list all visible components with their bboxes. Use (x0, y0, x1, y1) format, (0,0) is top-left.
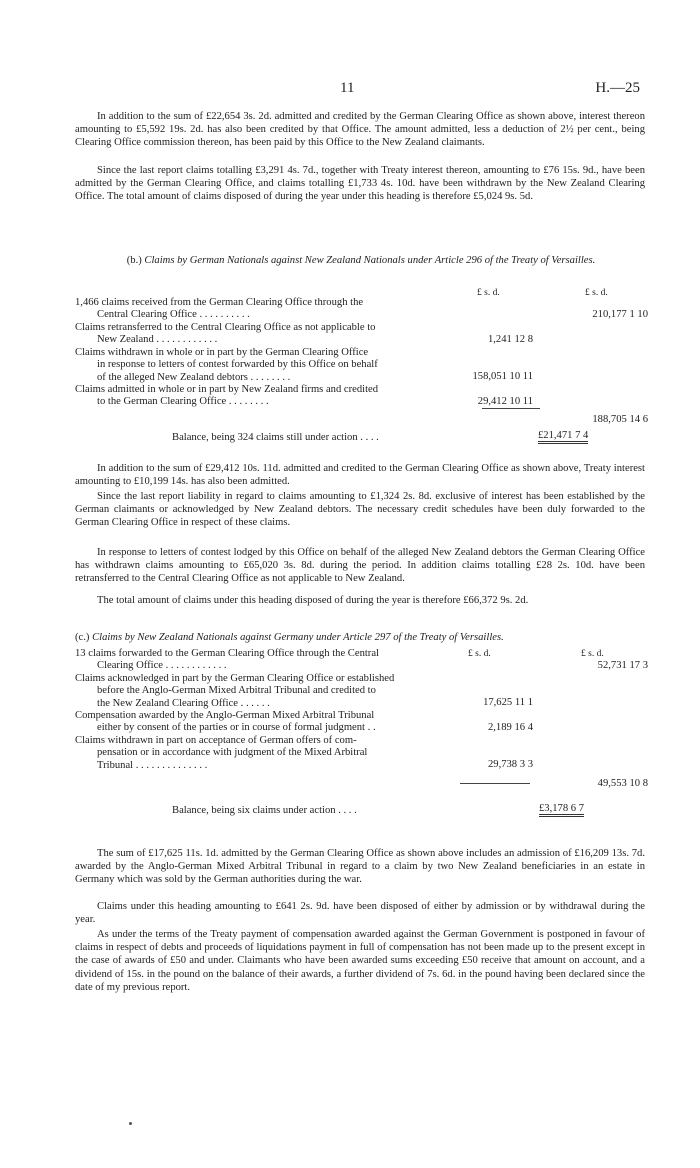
section-c-balance-value: £3,178 6 7 (539, 803, 584, 817)
row-description: Claims acknowledged in part by the German Clearing Office or established (75, 673, 395, 684)
row-amount: 158,051 10 11 (472, 371, 533, 382)
section-c-heading (75, 631, 647, 644)
table-row (75, 648, 650, 673)
page-number: 11 (340, 80, 355, 96)
table-row (75, 347, 650, 384)
row-description: 1,466 claims received from the German Clearing Office through the (75, 297, 364, 308)
section-c-paragraph-3: As under the terms of the Treaty payment of compensation awarded against the German Government is postponed in favour of claims in respect of debts and proceeds of liquidations payment in full of compensation has not been made up to the present except in the case of awards of £50 and under. Claimants who have been awarded sums exceeding £50 receive that amount on account, and a dividend of 15s. in the pound on the balance of their awards, a further dividend of 7s. 6d. in the pound having been declared since the date of my previous report. (75, 929, 645, 993)
section-b-col1-head: £ s. d. (477, 288, 500, 298)
row-amount-total: 210,177 1 10 (592, 309, 648, 320)
section-b-title: Claims by German Nationals against New Zealand Nationals under Article 296 of the Treaty of Versailles. (144, 255, 596, 266)
row-amount-total: 49,553 10 8 (597, 778, 648, 789)
row-amount: 1,241 12 8 (487, 334, 533, 345)
section-b-paragraph-2: Since the last report liability in regard to claims amounting to £1,324 2s. 8d. exclusive of interest has been established by the German claimants or acknowledged by New Zealand debtors. The necessary credit schedules have been duly forwarded to the German Clearing Office in respect of these claims. (75, 491, 645, 529)
intro-paragraph-1: In addition to the sum of £22,654 3s. 2d. admitted and credited by the German Clearing Office as shown above, interest thereon amounting to £5,592 19s. 2d. has also been credited by that Office. The amount admitted, less a deduction of 2½ per cent., being Clearing Office commission thereon, has been paid by this Office to the New Zealand claimants. (75, 111, 645, 149)
row-description-cont: New Zealand . . . . . . . . . . . . (97, 334, 218, 346)
row-amount: 29,738 3 3 (487, 759, 533, 770)
row-amount: 29,412 10 11 (477, 396, 533, 407)
row-description-cont: in response to letters of contest forwarded by this Office on behalf (97, 359, 378, 371)
row-description-cont: Clearing Office . . . . . . . . . . . . (97, 660, 227, 672)
intro-paragraph-2: Since the last report claims totalling £3,291 4s. 7d., together with Treaty interest thereon, amounting to £76 15s. 9d., have been admitted by the German Clearing Office, and claims totalling £1,733 4s. 10d. have been withdrawn by the New Zealand Clearing Office. The total amount of claims disposed of during the year under this heading is therefore £5,024 9s. 5d. (75, 165, 645, 203)
section-b-col2-head: £ s. d. (585, 288, 608, 298)
row-description: Claims retransferred to the Central Clearing Office as not applicable to (75, 322, 376, 333)
row-description: Compensation awarded by the Anglo-German Mixed Arbitral Tribunal (75, 710, 375, 721)
row-description-cont: of the alleged New Zealand debtors . . . . . . . . (97, 371, 291, 383)
row-description: Claims admitted in whole or in part by New Zealand firms and credited (75, 384, 379, 395)
row-description: Claims withdrawn in part on acceptance of German offers of com- (75, 735, 357, 746)
row-description: 13 claims forwarded to the German Clearing Office through the Central (75, 648, 379, 659)
subtotal-rule (482, 408, 540, 409)
document-reference: H.—25 (595, 80, 640, 96)
section-b-paragraph-4: The total amount of claims under this heading disposed of during the year is therefore £66,372 9s. 2d. (97, 595, 529, 606)
row-amount-total: 52,731 17 3 (597, 660, 648, 671)
section-b-heading (75, 254, 647, 267)
row-description-cont: the New Zealand Clearing Office . . . . . . (97, 697, 270, 709)
row-description-cont: before the Anglo-German Mixed Arbitral Tribunal and credited to (97, 685, 376, 697)
page-header (0, 80, 700, 100)
table-row (75, 673, 650, 710)
row-amount: 2,189 16 4 (487, 722, 533, 733)
row-description-cont: to the German Clearing Office . . . . . . . . (97, 396, 269, 408)
section-c-paragraph-2: Claims under this heading amounting to £641 2s. 9d. have been disposed of either by admission or by withdrawal during the year. (75, 901, 645, 926)
row-amount-total: 188,705 14 6 (592, 414, 648, 425)
section-b-balance-label: Balance, being 324 claims still under action . . . . (172, 432, 379, 443)
section-c-paragraph-1: The sum of £17,625 11s. 1d. admitted by the German Clearing Office as shown above includes an admission of £16,209 13s. 7d. awarded by the Anglo-German Mixed Arbitral Tribunal in regard to a claim by two New Zealand beneficiaries in an estate in Germany which was sold by the German authorities during the war. (75, 848, 645, 886)
table-row (75, 322, 650, 347)
table-row (75, 710, 650, 735)
row-description-cont: Central Clearing Office . . . . . . . . . . (97, 309, 250, 321)
section-b-paragraph-1: In addition to the sum of £29,412 10s. 11d. admitted and credited to the German Clearing Office as shown above, Treaty interest amounting to £10,199 14s. has also been admitted. (75, 463, 645, 488)
section-c-balance-label: Balance, being six claims under action . . . . (172, 805, 357, 816)
table-row (75, 384, 650, 425)
section-c-col1-head: £ s. d. (468, 649, 491, 659)
section-c-label: (c.) (75, 632, 90, 643)
page-mark (129, 1122, 132, 1125)
row-description-cont: Tribunal . . . . . . . . . . . . . . (97, 759, 208, 771)
row-description-cont: either by consent of the parties or in course of formal judgment . . (97, 722, 376, 734)
section-b-balance-value: £21,471 7 4 (538, 430, 588, 444)
section-c-title: Claims by New Zealand Nationals against Germany under Article 297 of the Treaty of Versailles. (92, 632, 504, 643)
section-b-label: (b.) (126, 255, 142, 266)
section-b-paragraph-3: In response to letters of contest lodged by this Office on behalf of the alleged New Zealand debtors the German Clearing Office has withdrawn claims amounting to £65,020 3s. 8d. during the period. In addition claims totalling £28 2s. 10d. have been retransferred to the Central Clearing Office as not applicable to New Zealand. (75, 547, 645, 585)
row-description-cont: pensation or in accordance with judgment of the Mixed Arbitral (97, 747, 368, 759)
section-b-table (75, 287, 650, 425)
row-description: Claims withdrawn in whole or in part by the German Clearing Office (75, 347, 369, 358)
row-amount: 17,625 11 1 (483, 697, 533, 708)
subtotal-rule (460, 783, 530, 784)
table-row (75, 735, 650, 789)
table-row (75, 297, 650, 322)
section-c-col2-head: £ s. d. (581, 649, 604, 659)
